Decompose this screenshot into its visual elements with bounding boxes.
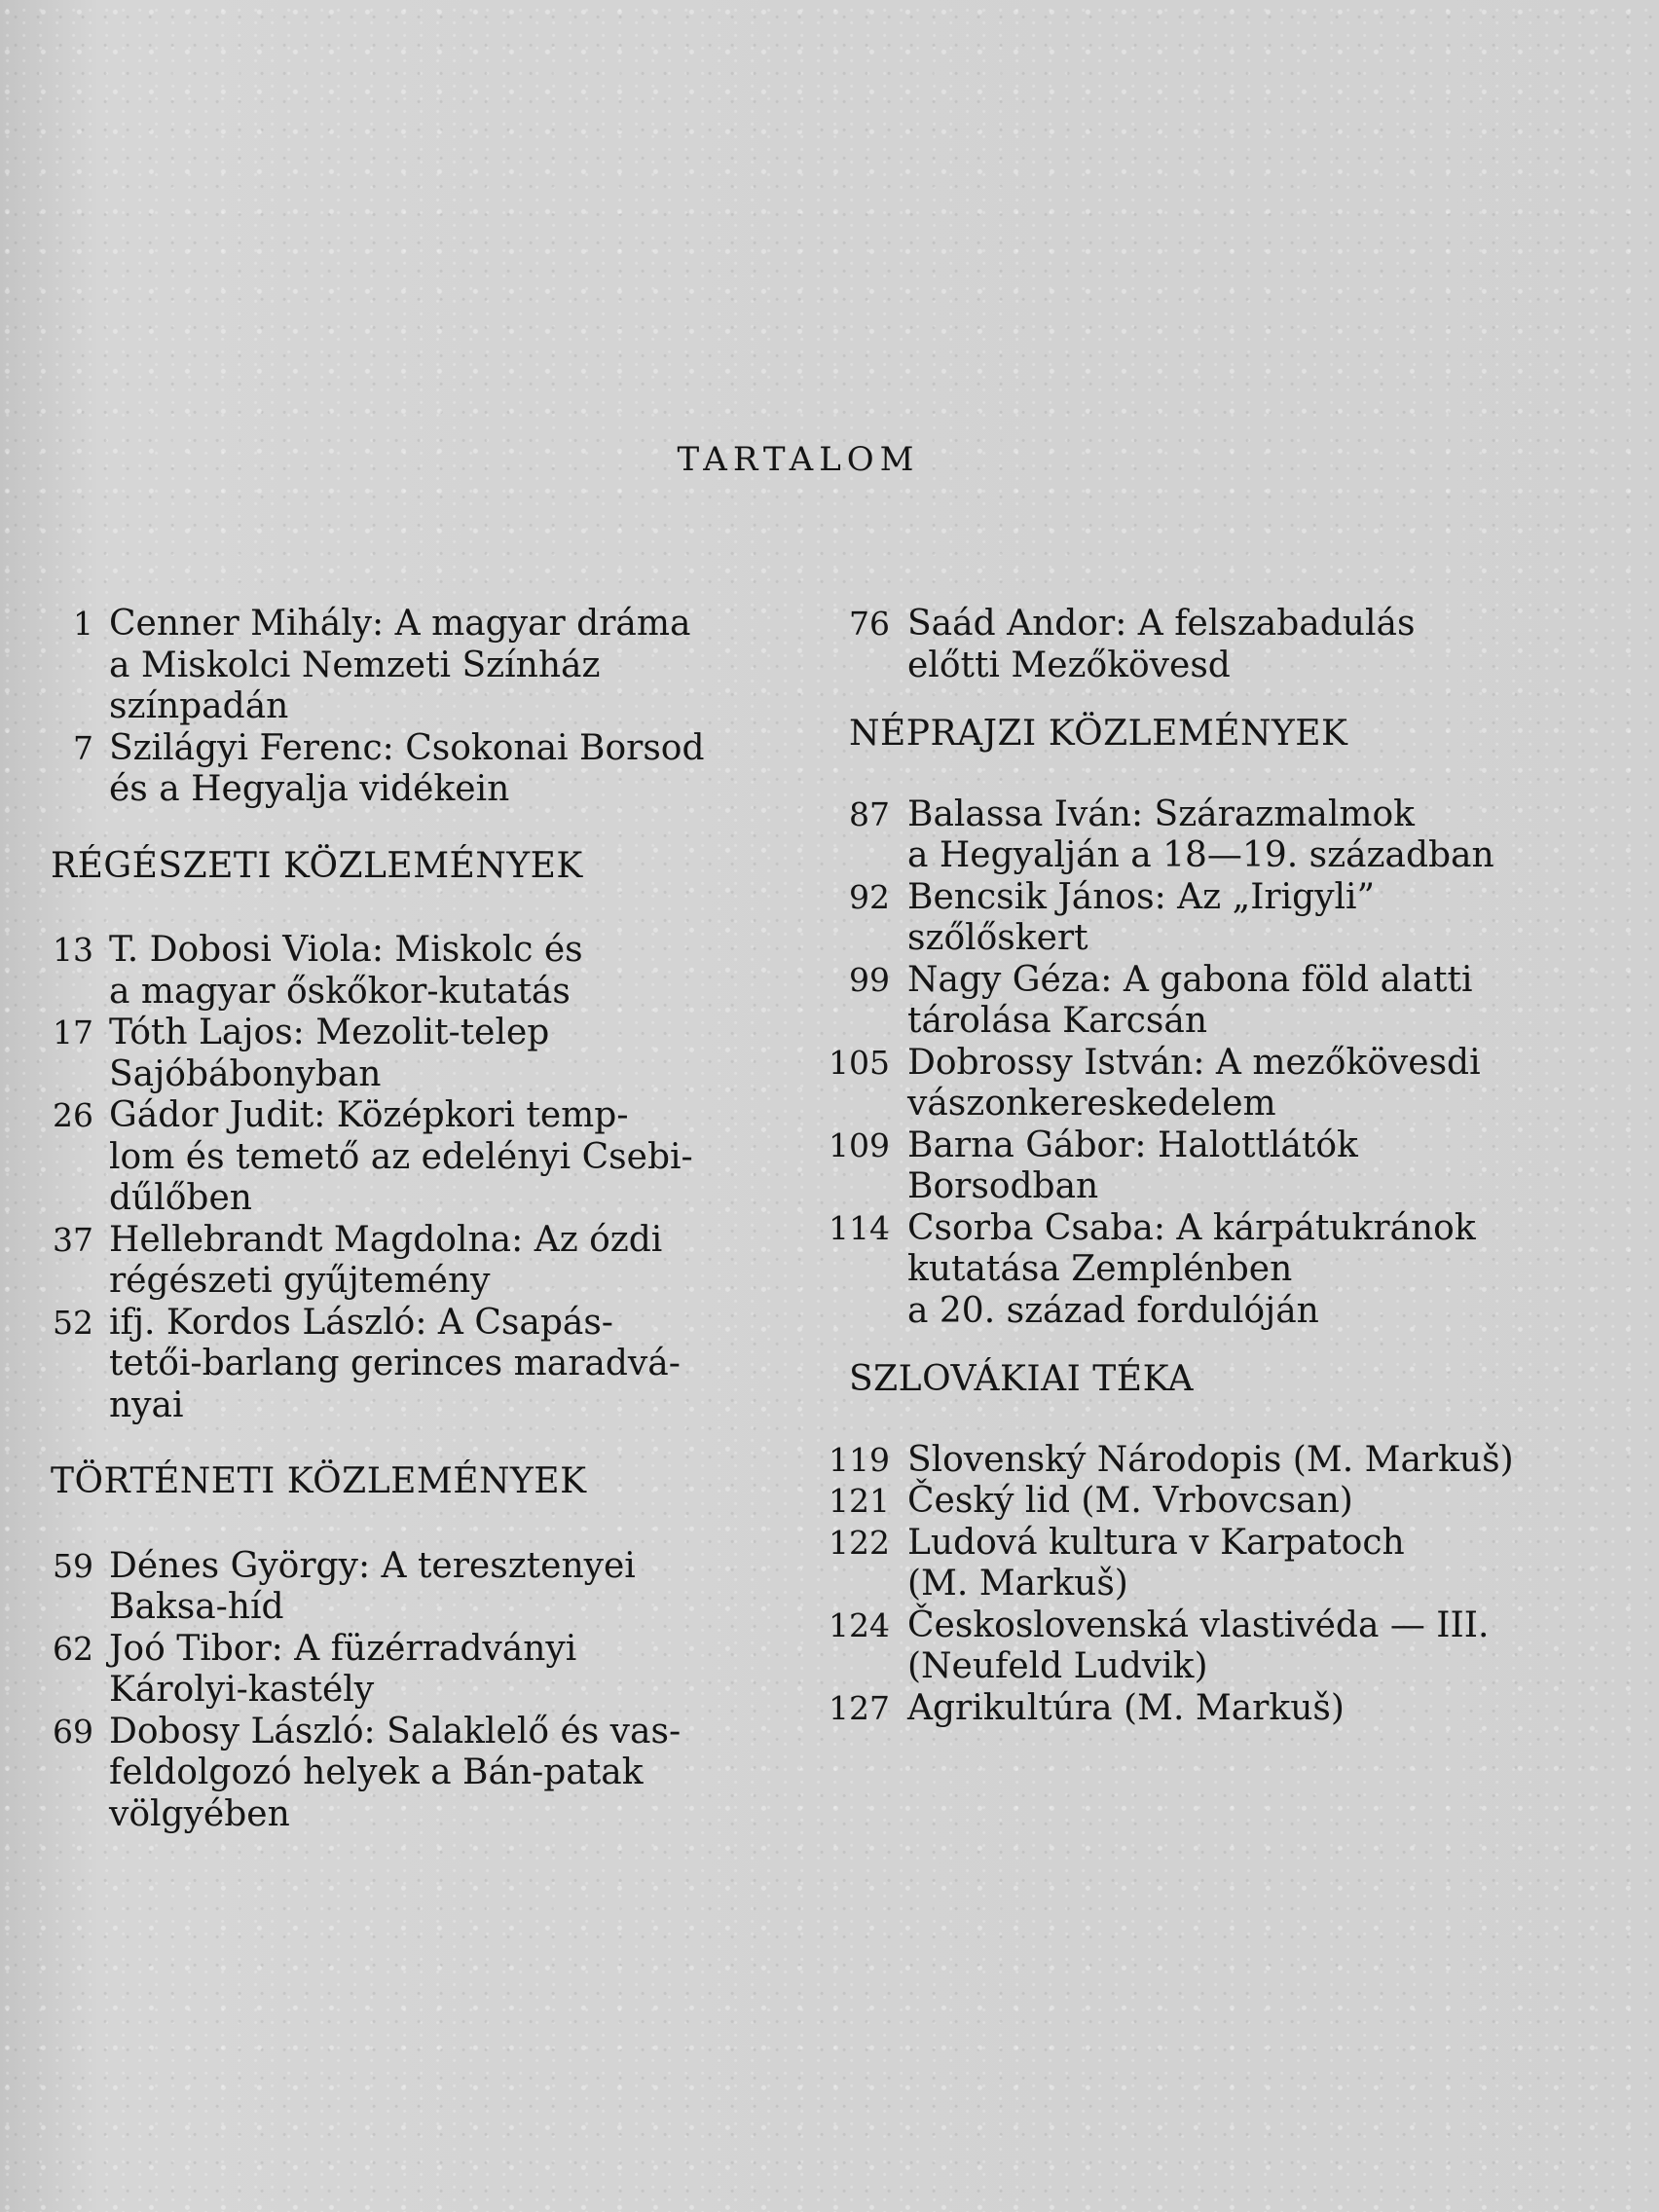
page-number: 17 [53,1014,93,1051]
entry-line: (M. Markuš) [907,1564,1128,1604]
entry-line: Gádor Judit: Középkori temp- [109,1095,629,1135]
toc-entry [39,1095,779,1220]
toc-entry [818,1043,1577,1125]
entry-text [109,604,779,728]
toc-entry [818,1688,1577,1730]
entry-line: tárolása Karcsán [907,1001,1208,1041]
page-number: 127 [829,1688,890,1727]
page-title: TARTALOM [677,440,920,479]
entry-line: Baksa-híd [109,1587,284,1627]
toc-entry [818,1605,1577,1688]
toc-entry [39,1629,779,1712]
entry-line: régészeti gyűjtemény [109,1261,491,1301]
entry-line: Sajóbábonyban [109,1053,382,1094]
page-number: 59 [53,1546,93,1585]
entry-line: Dénes György: A teresztenyei [109,1545,636,1586]
entry-line: előtti Mezőkövesd [907,645,1231,685]
toc-entry [818,877,1577,960]
toc-entry [818,1481,1577,1523]
page-number: 121 [829,1482,890,1520]
entry-line: Agrikultúra (M. Markuš) [907,1687,1345,1728]
entry-line: Ludová kultura v Karpatoch [907,1522,1405,1563]
entry-line: Cenner Mihály: A magyar dráma [109,604,691,644]
entry-line: Károlyi-kastély [109,1670,375,1710]
toc-entry [818,1125,1577,1208]
entry-line: szőlőskert [907,918,1088,958]
entry-line: Český lid (M. Vrbovcsan) [907,1481,1353,1521]
entry-text [907,794,1577,877]
entry-text [907,1688,1577,1730]
entry-line: Nagy Géza: A gabona föld alatti [907,959,1473,1000]
entry-text [109,728,779,811]
entry-line: lom és temető az edelényi Csebi- [109,1136,693,1177]
toc-right-column [818,604,1577,1729]
page-number: 76 [849,605,890,643]
page-number: 99 [849,960,890,999]
entry-line: kutatása Zemplénben [907,1249,1293,1289]
toc-entry [39,604,779,728]
toc-entry [818,1523,1577,1605]
entry-line: vászonkereskedelem [907,1084,1276,1124]
entry-line: T. Dobosi Viola: Miskolc és [109,930,583,970]
entry-line: Bencsik János: Az „Irigyli” [907,876,1375,917]
entry-text [907,877,1577,960]
entry-line: Balassa Iván: Szárazmalmok [907,793,1415,834]
page-number: 124 [829,1605,890,1644]
entry-line: tetői-barlang gerinces maradvá- [109,1344,681,1383]
page-number: 109 [829,1125,890,1164]
page-number: 122 [829,1523,890,1562]
entry-text [109,1303,779,1427]
page-number: 37 [53,1220,93,1259]
entry-text [109,1220,779,1303]
entry-line: Saád Andor: A felszabadulás [907,604,1416,644]
entry-text [109,1095,779,1220]
entry-line: feldolgozó helyek a Bán-patak [109,1752,644,1792]
entry-line: és a Hegyalja vidékein [109,769,510,809]
entry-line: Barna Gábor: Halottlátók [907,1124,1358,1165]
entry-text [109,1712,779,1836]
page-number: 7 [73,728,93,767]
toc-entry [39,1546,779,1629]
section-heading: NÉPRAJZI KÖZLEMÉNYEK [849,714,1348,754]
entry-line: nyai [109,1384,184,1425]
section-heading: RÉGÉSZETI KÖZLEMÉNYEK [51,845,583,886]
entry-text [907,1043,1577,1125]
entry-text [907,1440,1577,1482]
toc-entry [39,930,779,1013]
toc-entry [39,1013,779,1095]
entry-line: (Neufeld Ludvik) [907,1646,1208,1686]
toc-left-column [39,604,779,1835]
toc-intro-list [818,604,1577,686]
entry-text [907,960,1577,1043]
entry-text [907,1208,1577,1333]
entry-text [907,1605,1577,1688]
toc-section-list [39,930,779,1426]
toc-entry [818,1208,1577,1333]
toc-entry [818,794,1577,877]
entry-line: a Hegyalján a 18—19. században [907,835,1494,875]
toc-entry [39,1712,779,1836]
page-number: 92 [849,877,890,916]
entry-line: Československá vlastivéda — III. [907,1604,1490,1645]
page-number: 105 [829,1043,890,1082]
section-heading: TÖRTÉNETI KÖZLEMÉNYEK [51,1461,587,1501]
toc-intro-list [39,604,779,811]
page-number: 1 [73,605,93,643]
toc-entry [818,1440,1577,1482]
page-number: 52 [53,1303,93,1342]
section-heading: SZLOVÁKIAI TÉKA [849,1359,1195,1399]
entry-text [907,604,1577,686]
entry-text [109,930,779,1013]
page-number: 69 [53,1712,93,1751]
toc-entry [39,1303,779,1427]
entry-text [109,1013,779,1095]
page-number: 114 [829,1208,890,1247]
entry-line: völgyében [109,1793,290,1834]
entry-line: a Miskolci Nemzeti Színház [109,645,601,685]
toc-section-list [818,794,1577,1333]
entry-text [109,1546,779,1629]
page-number: 87 [849,794,890,833]
toc-entry [39,728,779,811]
entry-line: színpadán [109,686,289,726]
toc-entry [818,604,1577,686]
entry-line: a 20. század fordulóján [907,1290,1319,1331]
entry-line: Dobosy László: Salaklelő és vas- [109,1711,682,1751]
page-number: 26 [53,1096,93,1134]
entry-line: Tóth Lajos: Mezolit-telep [109,1013,550,1052]
entry-text [907,1481,1577,1523]
page-number: 62 [53,1629,93,1668]
entry-line: Szilágyi Ferenc: Csokonai Borsod [109,727,705,768]
toc-section-list [818,1440,1577,1730]
page-number: 119 [829,1440,890,1479]
entry-text [907,1125,1577,1208]
toc-entry [39,1220,779,1303]
entry-text [907,1523,1577,1605]
page-number: 13 [53,931,93,969]
entry-line: ifj. Kordos László: A Csapás- [109,1302,613,1343]
entry-line: a magyar őskőkor-kutatás [109,971,571,1012]
entry-text [109,1629,779,1712]
toc-entry [818,960,1577,1043]
entry-line: Joó Tibor: A füzérradványi [109,1628,577,1669]
entry-line: dűlőben [109,1178,252,1218]
toc-section-list [39,1546,779,1836]
entry-line: Dobrossy István: A mezőkövesdi [907,1042,1481,1083]
entry-line: Slovenský Národopis (M. Markuš) [907,1439,1514,1480]
entry-line: Borsodban [907,1166,1099,1206]
entry-line: Csorba Csaba: A kárpátukránok [907,1207,1476,1248]
entry-line: Hellebrandt Magdolna: Az ózdi [109,1219,663,1260]
